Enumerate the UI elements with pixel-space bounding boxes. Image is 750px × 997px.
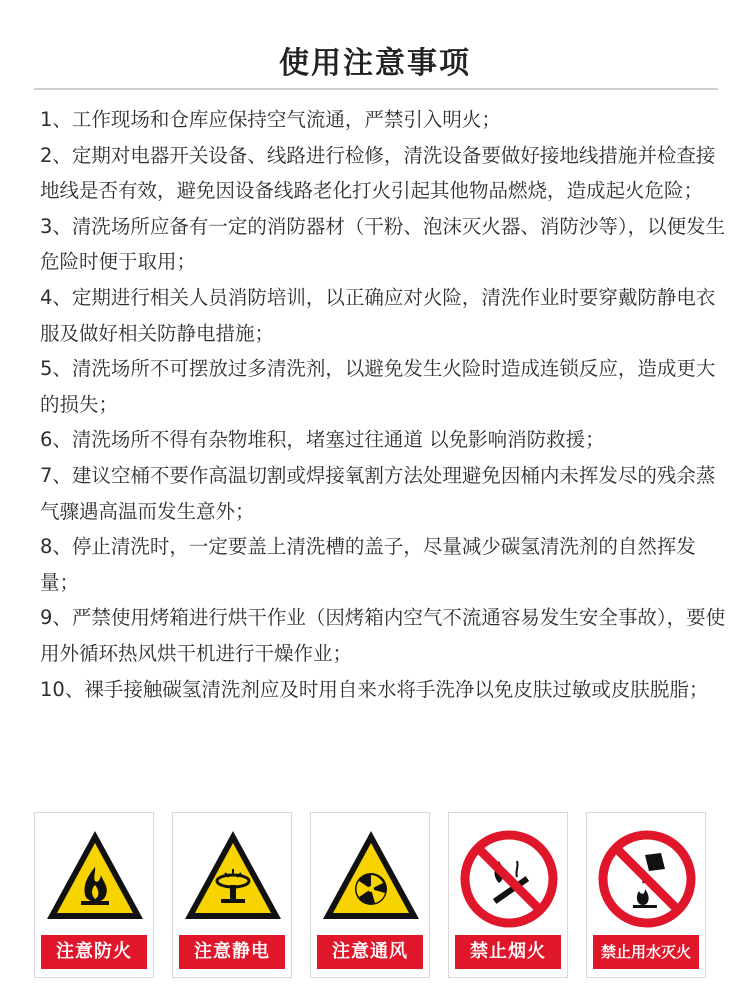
sign-ventilation-warning	[310, 812, 430, 978]
safety-signs-row	[28, 812, 728, 980]
sign-label: 注意通风	[317, 935, 423, 969]
note-item: 10、裸手接触碳氢清洗剂应及时用自来水将手洗净以免皮肤过敏或皮肤脱脂；	[40, 677, 709, 701]
ventilation-fan-warning-icon	[319, 825, 423, 929]
no-smoking-fire-icon	[457, 825, 561, 929]
sign-static-warning	[172, 812, 292, 978]
note-item: 5、清洗场所不可摆放过多清洗剂，以避免发生火险时造成连锁反应，造成更大的损失；	[40, 357, 716, 416]
note-item: 6、清洗场所不得有杂物堆积，堵塞过往通道 以免影响消防救援；	[40, 428, 605, 452]
note-item: 3、清洗场所应备有一定的消防器材（干粉、泡沫灭火器、消防沙等），以便发生危险时便于取用；	[40, 214, 726, 274]
sign-no-water-extinguish	[586, 812, 706, 978]
sign-fire-warning	[34, 812, 154, 978]
note-item: 7、建议空桶不要作高温切割或焊接氧割方法处理避免因桶内未挥发尽的残余蒸气骤遇高温而发生意外；	[40, 463, 716, 523]
notes-list	[40, 102, 730, 707]
note-item: 9、严禁使用烤箱进行烘干作业（因烤箱内空气不流通容易发生安全事故），要使用外循环热风烘干机进行干燥作业；	[40, 606, 726, 665]
fire-warning-icon	[43, 825, 147, 929]
note-item: 8、停止清洗时，一定要盖上清洗槽的盖子，尽量减少碳氢清洗剂的自然挥发量；	[40, 535, 696, 594]
page-title: 使用注意事项	[279, 46, 471, 81]
sign-label: 禁止烟火	[455, 935, 561, 969]
sign-label: 注意静电	[179, 935, 285, 969]
sign-label: 禁止用水灭火	[593, 935, 699, 969]
title-divider	[34, 88, 718, 90]
note-item: 2、定期对电器开关设备、线路进行检修，清洗设备要做好接地线措施并检查接地线是否有效，避免因设备线路老化打火引起其他物品燃烧，造成起火危险；	[40, 143, 716, 203]
note-item: 1、工作现场和仓库应保持空气流通，严禁引入明火；	[40, 108, 501, 131]
sign-no-smoking-fire	[448, 812, 568, 978]
sign-label: 注意防火	[41, 935, 147, 969]
static-electricity-warning-icon	[181, 825, 285, 929]
no-water-extinguish-icon	[595, 825, 699, 929]
note-item: 4、定期进行相关人员消防培训，以正确应对火险，清洗作业时要穿戴防静电衣服及做好相关防静电措施；	[40, 285, 716, 345]
